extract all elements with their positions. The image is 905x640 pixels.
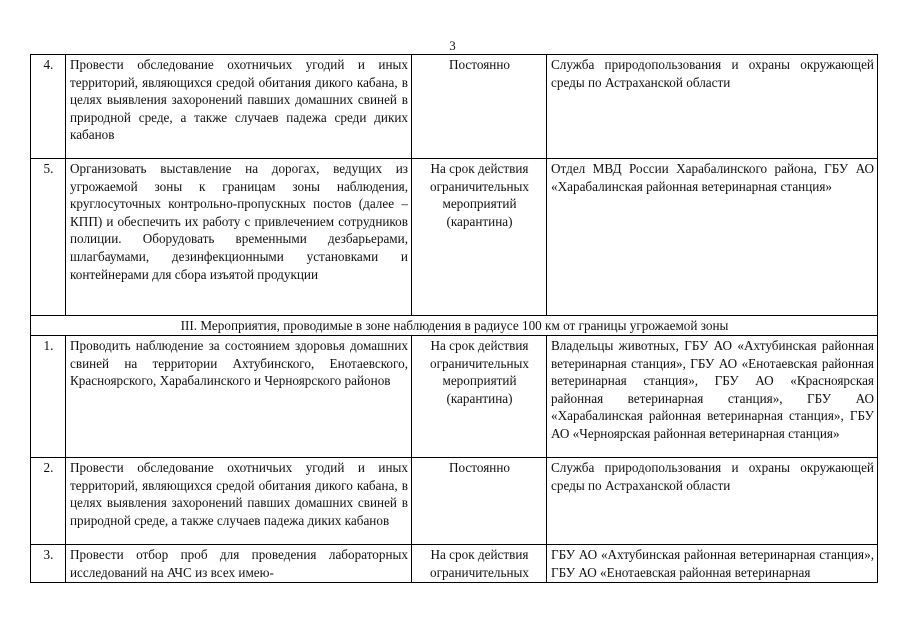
table-row [31,458,878,545]
task-cell: Провести обследование охотничьих угодий и иных территорий, являющихся средой обитания дикого кабана, в целях выявления захоронений павших домашних свиней в природной среде, а также случаев падежа диких кабанов [66,458,412,545]
row-number: 1. [31,336,66,458]
section-header-row [31,316,878,336]
table-row [31,545,878,583]
task-cell: Провести отбор проб для проведения лабораторных исследований на АЧС из всех имею- [66,545,412,583]
term-cell: На срок действия ограничительных мероприятий (карантина) [412,336,547,458]
responsible-cell: Владельцы животных, ГБУ АО «Ахтубинская районная ветеринарная станция», ГБУ АО «Енотаевская районная ветеринарная станция», ГБУ АО «Красноярская районная ветеринарная станция», ГБУ АО «Харабалинская районная ветеринарная станция», ГБУ АО «Черноярская районная ветеринарная станция» [547,336,878,458]
task-cell: Проводить наблюдение за состоянием здоровья домашних свиней на территории Ахтубинского, Енотаевского, Красноярского, Харабалинского и Черноярского районов [66,336,412,458]
measures-table [30,54,878,583]
term-cell: Постоянно [412,458,547,545]
row-number: 5. [31,159,66,316]
table-row [31,336,878,458]
table-row [31,159,878,316]
term-cell: Постоянно [412,55,547,159]
page-number: 3 [449,38,456,53]
table-row [31,55,878,159]
section-title: III. Мероприятия, проводимые в зоне наблюдения в радиусе 100 км от границы угрожаемой зоны [31,316,878,336]
row-number: 4. [31,55,66,159]
responsible-cell: ГБУ АО «Ахтубинская районная ветеринарная станция», ГБУ АО «Енотаевская районная ветеринарная [547,545,878,583]
responsible-cell: Служба природопользования и охраны окружающей среды по Астраханской области [547,55,878,159]
responsible-cell: Служба природопользования и охраны окружающей среды по Астраханской области [547,458,878,545]
term-cell: На срок действия ограничительных мероприятий (карантина) [412,159,547,316]
responsible-cell: Отдел МВД России Харабалинского района, ГБУ АО «Харабалинская районная ветеринарная станция» [547,159,878,316]
task-cell: Организовать выставление на дорогах, ведущих из угрожаемой зоны к границам зоны наблюдения, круглосуточных контрольно-пропускных постов (далее – КПП) и обеспечить их работу с привлечением сотрудников полиции. Оборудовать временными дезбарьерами, шлагбаумами, дезинфекционными установками и контейнерами для сбора изъятой продукции [66,159,412,316]
row-number: 3. [31,545,66,583]
task-cell: Провести обследование охотничьих угодий и иных территорий, являющихся средой обитания дикого кабана, в целях выявления захоронений павших домашних свиней в природной среде, а также случаев падежа среди диких кабанов [66,55,412,159]
row-number: 2. [31,458,66,545]
term-cell: На срок действия ограничительных [412,545,547,583]
